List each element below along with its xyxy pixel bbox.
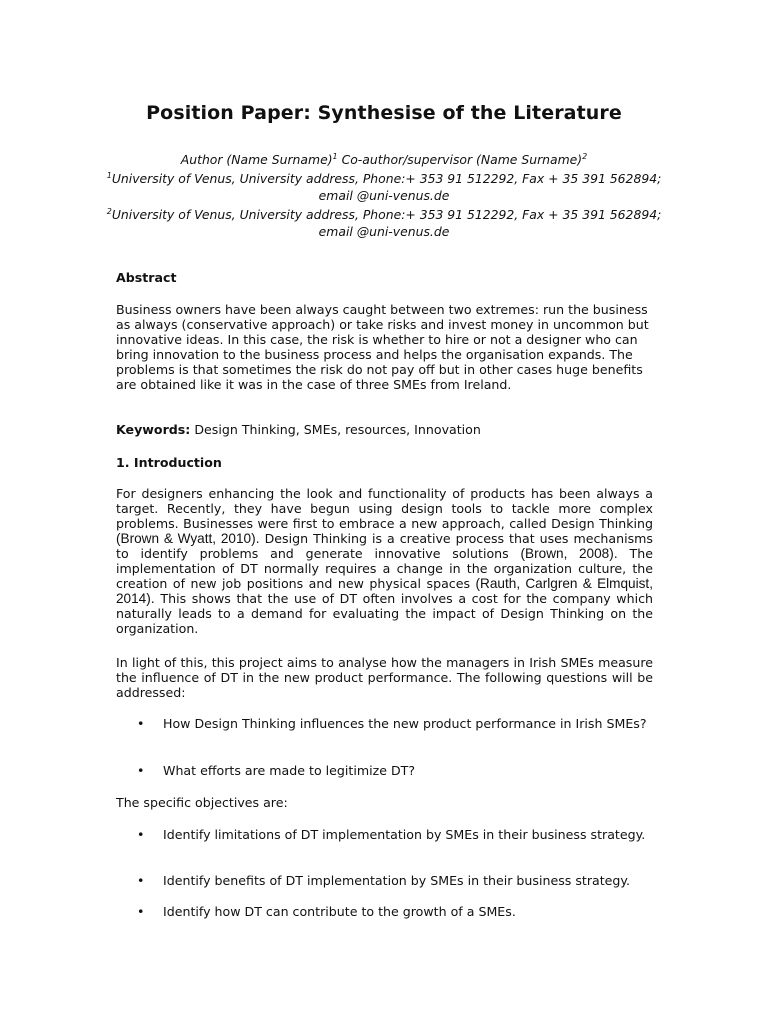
keywords-line — [116, 422, 653, 437]
abstract-text: Business owners have been always caught between two extremes: run the business as always (conservative approach) or take risks and invest money in uncommon but innovative ideas. In this case, the risk is whether to hire or not a designer who can bring innovation to the business process and helps the organisation expands. The problems is that sometimes the risk do not pay off but in other cases huge benefits are obtained like it was in the case of three SMEs from Ireland. — [116, 302, 649, 392]
author-name: Author (Name Surname) — [180, 152, 333, 168]
keywords-label: Keywords: — [116, 422, 191, 437]
affiliation-2 — [100, 203, 668, 240]
citation-rauth: (Rauth, Carlgren & Elmquist, 2014) — [116, 576, 653, 606]
intro-text-a: For designers enhancing the look and functionality of products has been always a target. Recently, they have begun using design tools to tackle more complex problems. Businesses were first to embrace a new approach, called Design Thinking — [116, 486, 653, 531]
introduction-heading: 1. Introduction — [116, 455, 222, 470]
affiliation-1 — [100, 167, 668, 204]
bullet-marker: • — [137, 763, 145, 778]
coauthor-name: Co-author/supervisor (Name Surname) — [337, 152, 583, 168]
bullet-marker: • — [137, 904, 145, 919]
question-item: What efforts are made to legitimize DT? — [163, 763, 416, 778]
author-superscript: 1 — [332, 152, 338, 161]
citation-brown: (Brown, 2008) — [520, 546, 614, 561]
intro-text-c: . The implementation of DT normally requires a change in the organization culture, the creation of new job positions and new physical spaces — [116, 546, 653, 591]
bullet-marker: • — [137, 873, 145, 888]
objective-item: Identify benefits of DT implementation by SMEs in their business strategy. — [163, 873, 631, 888]
objectives-intro: The specific objectives are: — [116, 795, 288, 810]
abstract-heading: Abstract — [116, 270, 177, 285]
question-item: How Design Thinking influences the new product performance in Irish SMEs? — [163, 716, 647, 731]
citation-brown-wyatt: (Brown & Wyatt, 2010) — [116, 531, 256, 546]
affiliation-2-text: University of Venus, University address, Phone:+ 353 91 512292, Fax + 35 391 562894; email @uni-venus.de — [111, 207, 662, 240]
paper-title: Position Paper: Synthesise of the Literature — [146, 102, 622, 124]
introduction-paragraph-1 — [116, 486, 653, 636]
affiliation-2-superscript: 2 — [106, 207, 112, 216]
author-line — [100, 148, 668, 168]
intro-text-d: . This shows that the use of DT often involves a cost for the company which naturally leads to a demand for evaluating the impact of Design Thinking on the organization. — [116, 591, 653, 636]
coauthor-superscript: 2 — [582, 152, 588, 161]
affiliation-1-text: University of Venus, University address, Phone:+ 353 91 512292, Fax + 35 391 562894; email @uni-venus.de — [111, 171, 662, 204]
bullet-marker: • — [137, 716, 145, 731]
intro-text-b: . Design Thinking is a creative process that uses mechanisms to identify problems and generate innovative solutions — [116, 531, 653, 561]
keywords-text: Design Thinking, SMEs, resources, Innovation — [190, 422, 481, 437]
affiliation-1-superscript: 1 — [106, 171, 112, 180]
bullet-marker: • — [137, 827, 145, 842]
introduction-paragraph-2: In light of this, this project aims to analyse how the managers in Irish SMEs measure the influence of DT in the new product performance. The following questions will be addressed: — [116, 655, 653, 700]
objective-item: Identify limitations of DT implementation by SMEs in their business strategy. — [163, 827, 646, 842]
objective-item: Identify how DT can contribute to the growth of a SMEs. — [163, 904, 516, 919]
